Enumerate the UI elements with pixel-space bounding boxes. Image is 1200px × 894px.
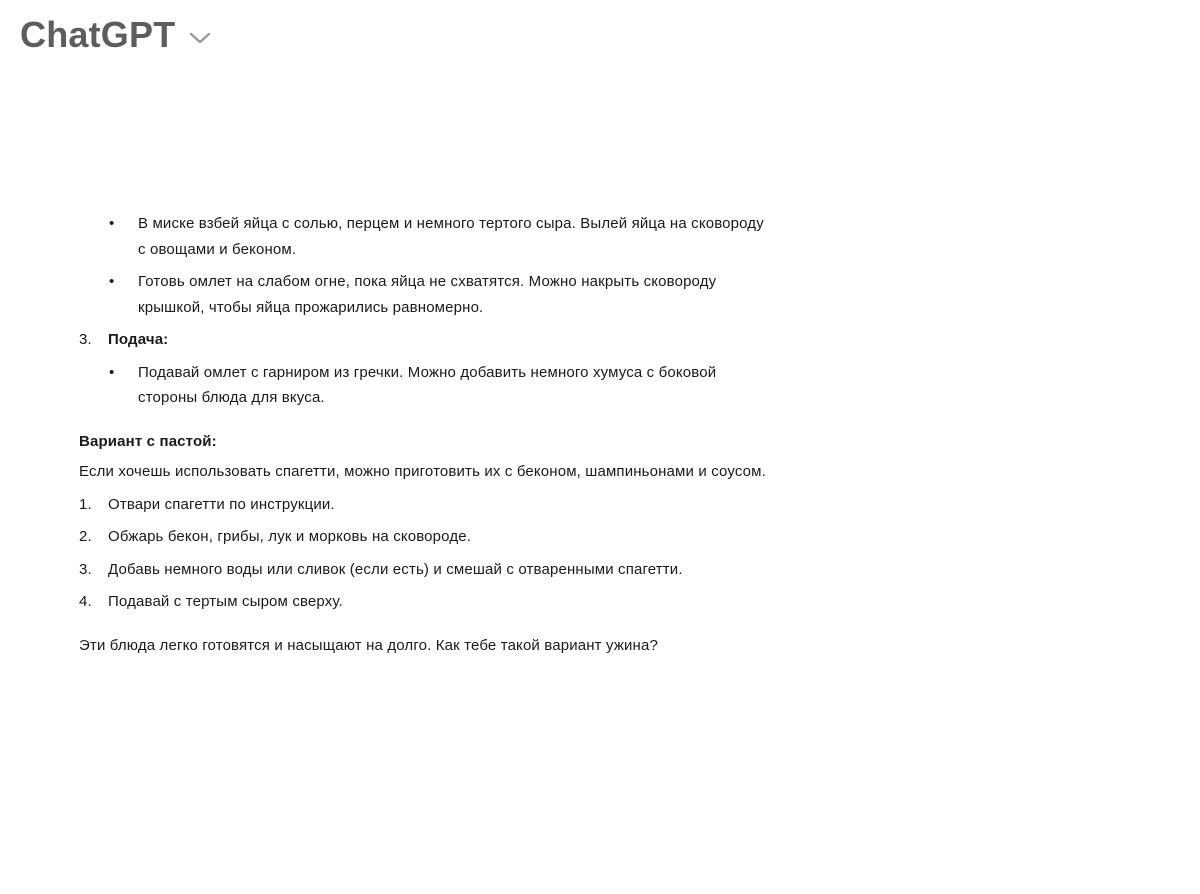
step-text: Обжарь бекон, грибы, лук и морковь на сковороде.: [108, 528, 472, 545]
list-item: • Готовь омлет на слабом огне, пока яйца не схватятся. Можно накрыть сковороду крышкой, чтобы яйца прожарились равномерно.: [138, 269, 769, 320]
numbered-item-serving: [79, 327, 769, 353]
step-title: Подача:: [108, 331, 169, 348]
list-number: 2.: [79, 528, 92, 545]
chevron-down-icon: [189, 31, 211, 45]
numbered-item: [79, 492, 769, 518]
serving-bullets: [79, 360, 769, 411]
app-title: ChatGPT: [20, 14, 176, 55]
section-heading: Вариант с пастой:: [79, 432, 217, 450]
paragraph: Если хочешь использовать спагетти, можно приготовить их с беконом, шампиньонами и соусом.: [79, 463, 766, 480]
numbered-item: [79, 557, 769, 583]
list-number: 3.: [79, 331, 92, 348]
step-text: Отвари спагетти по инструкции.: [108, 495, 335, 513]
step-text: Добавь немного воды или сливок (если есть) и смешай с отваренными спагетти.: [108, 560, 683, 578]
list-item: • Подавай омлет с гарниром из гречки. Можно добавить немного хумуса с боковой стороны блюда для вкуса.: [138, 360, 769, 411]
numbered-item: [79, 524, 769, 550]
closing-paragraph: Эти блюда легко готовятся и насыщают на долго. Как тебе такой вариант ужина?: [79, 636, 658, 654]
assistant-message: [79, 211, 769, 658]
step-text: Подавай с тертым сыром сверху.: [108, 593, 343, 610]
list-number: 4.: [79, 593, 92, 610]
list-number: 3.: [79, 560, 92, 578]
list-item: • В миске взбей яйца с солью, перцем и немного тертого сыра. Вылей яйца на сковороду с овощами и беконом.: [138, 211, 769, 262]
list-number: 1.: [79, 495, 92, 513]
numbered-item: [79, 589, 769, 615]
model-selector[interactable]: [20, 14, 211, 56]
cooking-bullets: [79, 211, 769, 320]
